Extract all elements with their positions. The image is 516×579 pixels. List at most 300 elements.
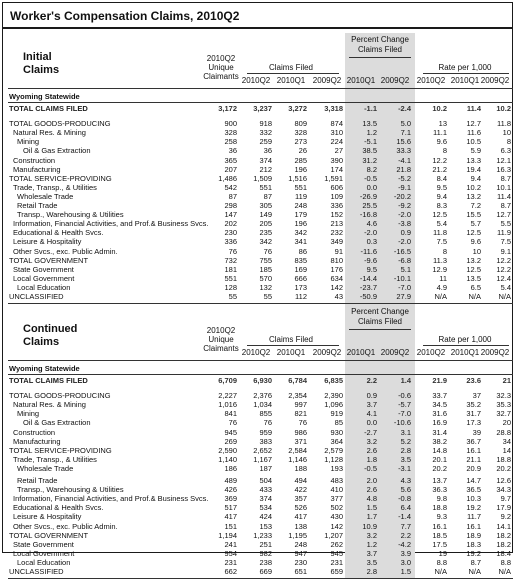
row-value: 666 [294,273,307,283]
row-value: 1.2 [366,128,377,138]
row-value: 109 [330,191,343,201]
row-label: Oil & Gas Extraction [23,146,91,156]
row-value: -2.7 [364,427,377,437]
row-value: 424 [259,512,272,522]
table-row [3,376,514,385]
row-value: 188 [294,463,307,473]
row-value: 119 [295,191,307,201]
row-value: 11.6 [466,128,481,138]
row-value: 34 [502,436,511,446]
row-value: 2.6 [366,445,377,455]
row-value: 426 [224,485,237,495]
row-value: 8 [442,246,447,256]
row-value: 2.8 [400,445,411,455]
table-row [3,391,514,400]
row-value: 5.6 [400,485,411,495]
row-value: -0.5 [364,173,377,183]
row-value: 87 [228,191,237,201]
row-value: 489 [224,476,237,485]
row-value: 20.1 [432,454,447,464]
row-label: Natural Res. & Mining [13,128,86,138]
unique-claimants-header [200,326,242,353]
row-value: 18.3 [466,539,481,549]
row-value: 336 [224,237,237,247]
column-header: 2010Q1 [276,348,306,357]
row-value: 336 [330,201,343,210]
row-value: -3.8 [398,219,411,229]
row-value: 377 [330,494,343,504]
row-value: 986 [294,427,307,437]
column-header: 2010Q1 [346,348,376,357]
unique-header-line: 2010Q2 [206,54,236,63]
table-row [3,522,514,531]
section-title-line: Claims [23,336,60,348]
row-value: 3.2 [366,530,377,540]
row-value: 13.5 [466,273,481,283]
section-title-line: Claims [23,64,60,76]
row-value: 147 [224,210,237,220]
table-row [3,183,514,192]
row-value: 179 [294,210,307,220]
row-value: 251 [259,539,272,549]
row-value: 36 [228,146,237,156]
row-value: 9.6 [436,137,447,147]
row-value: 269 [224,436,237,446]
document-title: Worker's Compensation Claims, 2010Q2 [10,9,240,23]
row-value: -7.0 [398,409,411,419]
row-value: 374 [259,494,272,504]
percent-change-underline [349,329,411,330]
table-row [3,437,514,446]
region-label [3,364,514,373]
row-value: 32.7 [496,409,511,419]
row-value: 517 [224,503,237,513]
row-value: 6,930 [253,376,272,385]
column-header: 2009Q2 [312,76,342,85]
row-value: 26 [298,146,307,156]
row-value: 298 [224,201,237,210]
row-value: -16.5 [393,246,411,256]
header-rule [8,88,513,89]
row-value: 433 [259,485,272,495]
row-value: 15.5 [466,210,481,220]
row-value: -6.8 [398,255,411,265]
row-value: -2.4 [398,104,411,113]
row-value: 7.2 [470,201,481,210]
row-value: -23.7 [359,282,377,292]
row-value: 945 [224,427,237,437]
row-label: Other Svcs., exc. Public Admin. [13,521,118,531]
row-value: 36.5 [466,485,481,495]
row-value: -1.1 [364,104,377,113]
rate-underline [423,345,509,346]
row-value: -0.8 [398,494,411,504]
row-value: 181 [224,264,237,274]
row-value: 138 [294,521,307,531]
row-value: 19.4 [466,164,481,174]
row-value: 21.1 [466,454,481,464]
row-value: 153 [259,521,272,531]
row-value: 659 [330,567,343,576]
row-value: 19.2 [466,503,481,513]
row-label: State Government [13,539,74,549]
table-row [3,146,514,155]
row-value: 112 [295,292,307,301]
row-value: 1,509 [253,173,272,183]
row-value: 5.1 [400,264,411,274]
row-value: 16.1 [432,521,447,531]
row-value: 551 [224,273,237,283]
row-value: 12.5 [432,210,447,220]
row-value: 8.8 [500,557,511,567]
table-row [3,503,514,512]
row-value: 196 [294,219,307,229]
row-value: 1,128 [324,454,343,464]
row-value: 7.7 [400,521,411,531]
row-label: Leisure & Hospitality [13,512,82,522]
row-value: 14.8 [432,445,447,455]
row-value: 841 [224,409,237,419]
row-value: 37 [472,391,481,401]
row-value: 3.9 [400,548,411,558]
row-value: 1,486 [218,173,237,183]
row-value: 15.6 [396,137,411,147]
row-value: -5.1 [364,137,377,147]
row-value: 5.0 [400,119,411,129]
row-value: 1,207 [324,530,343,540]
table-row [3,119,514,128]
column-header: 2009Q2 [380,76,410,85]
row-value: 86 [298,246,307,256]
row-value: 23.6 [466,376,481,385]
row-value: 341 [294,237,307,247]
row-label: Educational & Health Svcs. [13,503,104,513]
row-value: 12.2 [432,155,447,165]
row-value: 185 [259,264,272,274]
table-row [3,446,514,455]
row-value: 241 [224,539,237,549]
column-header: 2010Q2 [416,348,446,357]
column-header: 2010Q1 [450,76,480,85]
row-label: Mining [17,137,40,147]
row-value: 342 [259,237,272,247]
row-value: 142 [330,521,343,531]
region-label [3,92,514,101]
percent-change-header-line: Claims Filed [357,317,402,326]
row-label: Transp., Warehousing & Utilities [17,210,124,220]
row-value: 8.7 [470,557,481,567]
claims-filed-underline [247,73,339,74]
row-value: 273 [294,137,307,147]
table-row [3,228,514,237]
row-value: 19 [438,548,447,558]
row-value: N/A [434,292,447,301]
table-row [3,494,514,503]
row-value: -0.5 [364,463,377,473]
row-value: 526 [294,503,307,513]
row-value: 173 [294,282,307,292]
row-value: 10.2 [496,104,511,113]
row-value: 3.7 [366,400,377,410]
row-label: TOTAL SERVICE-PROVIDING [9,445,112,455]
row-value: 1.7 [366,512,377,522]
row-value: 12.2 [496,264,511,274]
percent-change-header-line: Percent Change [351,35,409,44]
row-value: 357 [294,494,307,504]
row-value: 18.8 [496,454,511,464]
row-value: 16.1 [466,521,481,531]
row-value: 55 [228,292,237,301]
row-value: 4.9 [436,282,447,292]
row-value: 9.6 [470,237,481,247]
row-value: -0.6 [398,391,411,401]
row-value: 230 [224,228,237,238]
row-value: 12.1 [496,155,511,165]
row-value: 551 [294,182,307,192]
row-value: 410 [330,485,343,495]
section-title [23,323,77,349]
row-value: 13 [438,119,447,129]
row-label: Trade, Transp., & Utilities [13,182,97,192]
title-rule [3,27,512,29]
row-value: 16.9 [432,418,447,428]
row-value: 36.7 [466,436,481,446]
row-value: 342 [294,228,307,238]
row-value: 36.3 [432,485,447,495]
row-value: 285 [294,155,307,165]
row-value: 5.9 [470,146,481,156]
row-value: 328 [224,128,237,138]
row-value: 2,584 [288,445,307,455]
row-value: 6.5 [470,282,481,292]
row-value: -2.0 [398,237,411,247]
row-label: Retail Trade [17,476,58,485]
row-value: 0.0 [366,418,377,428]
row-value: 13.2 [466,191,481,201]
row-value: 2,376 [253,391,272,401]
row-value: 947 [294,548,307,558]
row-value: 7.5 [436,237,447,247]
row-value: -20.2 [393,191,411,201]
row-value: 6.3 [500,146,511,156]
row-label: Wholesale Trade [17,191,74,201]
row-value: 755 [259,255,272,265]
row-value: 13.5 [362,119,377,129]
row-value: -1.4 [398,512,411,522]
row-value: -16.8 [359,210,377,220]
row-value: 9.4 [436,191,447,201]
row-value: N/A [434,567,447,576]
table-row [3,237,514,246]
row-value: 13.2 [466,255,481,265]
row-value: 176 [330,264,343,274]
row-value: 2.2 [400,530,411,540]
row-value: 2,590 [218,445,237,455]
row-label: Wholesale Trade [17,463,74,473]
percent-change-header-line: Claims Filed [357,45,402,54]
row-label: Trade, Transp., & Utilities [13,454,97,464]
row-value: 12.9 [432,264,447,274]
row-value: 606 [330,182,343,192]
row-value: 483 [330,476,343,485]
row-label: Leisure & Hospitality [13,237,82,247]
row-value: 12.7 [496,210,511,220]
row-value: -26.9 [359,191,377,201]
row-value: 20.2 [432,463,447,473]
table-row [3,192,514,201]
row-value: 259 [259,137,272,147]
row-value: 8.8 [436,557,447,567]
row-value: 248 [294,201,307,210]
row-value: 835 [294,255,307,265]
rate-header: Rate per 1,000 [438,335,492,344]
row-value: 9.2 [500,512,511,522]
row-value: 0.9 [366,391,377,401]
row-value: 502 [330,503,343,513]
column-header: 2009Q2 [480,348,510,357]
row-value: 2,354 [288,391,307,401]
row-value: 954 [224,548,237,558]
row-value: 422 [294,485,307,495]
row-value: 1.5 [366,503,377,513]
row-value: 213 [330,219,343,229]
row-value: 383 [259,436,272,446]
row-value: 930 [330,427,343,437]
row-value: 365 [224,155,237,165]
row-value: 17.3 [466,418,481,428]
table-row [3,210,514,219]
row-value: 534 [259,503,272,513]
row-value: 169 [294,264,307,274]
row-value: 14.1 [496,521,511,531]
row-value: -2.0 [398,210,411,220]
unique-claimants-header [200,54,242,81]
row-value: 3.2 [366,436,377,446]
row-value: 3.5 [400,454,411,464]
row-value: 11.4 [466,104,481,113]
table-row [3,292,514,301]
row-label: Construction [13,427,56,437]
row-value: 305 [259,201,272,210]
row-value: 16.3 [496,164,511,174]
row-value: 132 [259,282,272,292]
table-row [3,283,514,292]
row-value: 18.8 [432,503,447,513]
row-label: UNCLASSIFIED [9,567,64,576]
section-title [23,51,59,77]
row-label: Local Government [13,273,75,283]
row-value: -11.6 [360,246,377,256]
row-value: -4.1 [398,155,411,165]
row-value: 570 [259,273,272,283]
row-value: 128 [224,282,237,292]
row-value: 35.2 [466,400,481,410]
row-value: 20.9 [466,463,481,473]
row-value: 3.5 [366,557,377,567]
row-value: 196 [294,164,307,174]
row-value: 0.3 [366,237,377,247]
unique-header-line: 2010Q2 [206,326,236,335]
row-value: 248 [294,539,307,549]
row-value: -3.1 [398,463,411,473]
row-value: 91 [334,246,343,256]
row-value: 11 [439,273,447,283]
table-row [3,174,514,183]
row-value: 38.5 [362,146,377,156]
row-value: 21.2 [432,164,447,174]
row-value: 27 [334,146,343,156]
table-row [3,165,514,174]
row-value: 732 [224,255,237,265]
row-value: 4.8 [366,494,377,504]
row-value: 18.9 [466,530,481,540]
row-value: 32.3 [496,391,511,401]
row-value: 21.8 [396,164,411,174]
row-value: 8.3 [436,201,447,210]
row-value: 551 [259,182,272,192]
table-row [3,485,514,494]
row-value: 10 [502,128,511,138]
row-value: 2,227 [218,391,237,401]
table-row [3,428,514,437]
row-value: 9.7 [500,494,511,504]
percent-change-header [345,307,415,327]
row-value: 1,016 [218,400,237,410]
row-value: 55 [263,292,272,301]
row-value: 374 [259,155,272,165]
row-label: Local Education [17,557,71,567]
row-value: 14 [502,445,511,455]
row-value: 35.3 [496,400,511,410]
row-value: 6.4 [400,503,411,513]
row-value: 3,172 [218,104,237,113]
table-row [3,256,514,265]
row-value: 2.8 [366,567,377,576]
row-value: 11.9 [496,228,511,238]
rate-underline [423,73,509,74]
table-row [3,476,514,485]
column-header: 2010Q1 [276,76,306,85]
header-rule [8,360,513,361]
row-value: -10.1 [393,273,411,283]
row-value: 6,835 [324,376,343,385]
row-value: 21 [502,376,511,385]
column-header: 2010Q2 [241,348,271,357]
row-value: 18.5 [432,530,447,540]
column-header: 2010Q2 [241,76,271,85]
row-label: TOTAL GOVERNMENT [9,530,89,540]
row-value: 997 [294,400,307,410]
claims-filed-header: Claims Filed [268,63,313,72]
row-value: 33.7 [432,391,447,401]
row-value: 1,096 [324,400,343,410]
row-value: 76 [263,246,272,256]
row-value: -14.4 [359,273,377,283]
percent-change-underline [349,57,411,58]
section-title-line: Continued [23,323,78,335]
row-value: 9.5 [366,264,377,274]
column-header: 2010Q2 [416,76,446,85]
row-value: 76 [228,246,237,256]
row-value: 4.6 [366,219,377,229]
section-title-line: Initial [23,51,52,63]
row-label: Educational & Health Svcs. [13,228,104,238]
row-value: -9.6 [364,255,377,265]
table-row [3,540,514,549]
table-row [3,549,514,558]
row-value: 1.2 [366,539,377,549]
row-value: 0.9 [400,228,411,238]
